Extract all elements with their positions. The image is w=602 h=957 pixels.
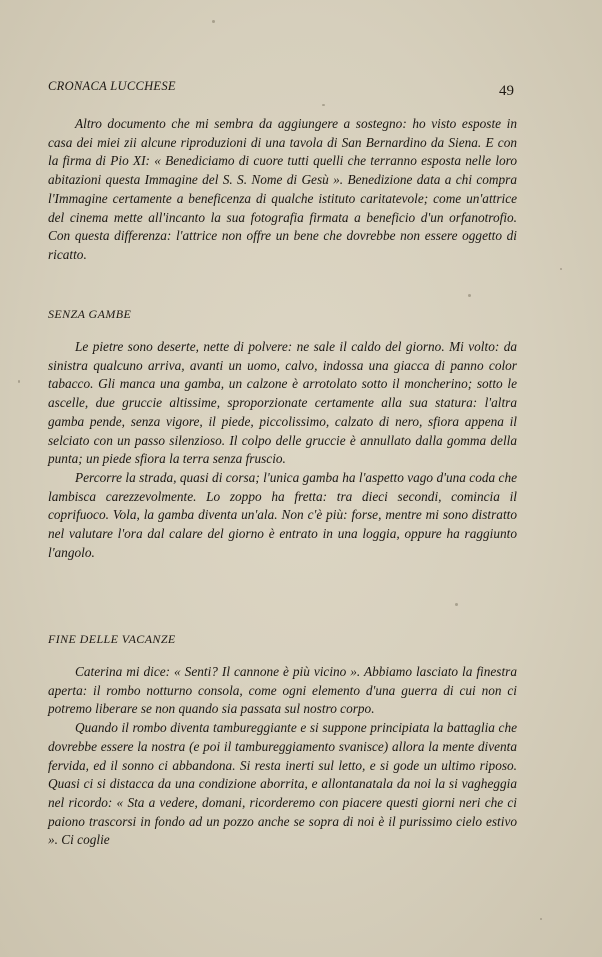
paper-speck xyxy=(212,20,215,23)
paper-speck xyxy=(455,603,458,606)
paragraph: Le pietre sono deserte, nette di polvere: ne sale il caldo del giorno. Mi volto: da sinistra qualcuno arriva, avanti un uomo, calvo, indossa una giacca di panno color tabacco. Gli manca una gamba, un calzone è arrotolato sotto il moncherino; sotto le ascelle, due gruccie altissime, sproporzionate certamente alla sua statura: l'altra gamba pende, senza vigore, il piede, piccolissimo, calzato di nero, sfiora appena il selciato con un passo silenzioso. Il colpo delle gruccie è annullato dalla gomma della punta; un piede sfiora la terra senza fruscio. xyxy=(48,339,517,467)
section-text-fine-delle-vacanze xyxy=(48,663,517,850)
paragraph: Caterina mi dice: « Senti? Il cannone è più vicino ». Abbiamo lasciato la finestra aperta: il rombo notturno consola, come ogni elemento d'una guerra di cui non ci potremo liberare se non quando sia passata sul nostro corpo. xyxy=(48,664,517,717)
paragraph: Percorre la strada, quasi di corsa; l'unica gamba ha l'aspetto vago d'una coda che lambisca carezzevolmente. Lo zoppo ha fretta: tra dieci secondi, comincia il coprifuoco. Vola, la gamba diventa un'ala. Non c'è più: forse, mentre mi sono distratto nel valutare l'ora dal calare del giorno è entrato in una loggia, oppure ha raggiunto l'angolo. xyxy=(48,469,517,560)
paragraph: Quando il rombo diventa tambureggiante e si suppone principiata la battaglia che dovrebbe essere la nostra (e poi il tambureggiamento svanisce) allora la mente diventa fervida, ed il sonno ci abbandona. Si resta inerti sul letto, e si gode un ultimo riposo. Quasi ci si distacca da una condizione aborrita, e allontanatala da noi la si vagheggia nel ricordo: « Sta a vedere, domani, ricorderemo con piacere questi giorni neri che ci paiono trascorsi in fondo ad un pozzo anche se sopra di noi è il purissimo cielo estivo ». Ci coglie xyxy=(48,720,517,848)
page-number: 49 xyxy=(499,83,514,99)
paper-speck xyxy=(18,380,20,383)
paper-speck xyxy=(468,294,471,297)
section-title-fine-delle-vacanze: FINE DELLE VACANZE xyxy=(48,632,176,646)
paper-speck xyxy=(540,918,542,920)
paper-speck xyxy=(560,268,562,270)
section-title-senza-gambe: SENZA GAMBE xyxy=(48,307,132,321)
paragraph: Altro documento che mi sembra da aggiungere a sostegno: ho visto esposte in casa dei miei zii alcune riproduzioni di una tavola di San Bernardino da Siena. E con la firma di Pio XI: « Benediciamo di cuore tutti quelli che terranno esposta nelle loro abitazioni questa Immagine del S. S. Nome di Gesù ». Benedizione data a chi compra l'Immagine certamente a beneficenza di qualche istituto caritatevole; come un'attrice del cinema mette all'incanto la sua fotografia firmata a beneficio d'un orfanotrofio. Con questa differenza: l'attrice non offre un bene che dovrebbe non essere oggetto di ricatto. xyxy=(48,116,517,262)
running-head: CRONACA LUCCHESE xyxy=(48,79,176,93)
paper-speck xyxy=(322,104,325,106)
section-text-senza-gambe xyxy=(48,338,517,562)
intro-text xyxy=(48,115,517,265)
